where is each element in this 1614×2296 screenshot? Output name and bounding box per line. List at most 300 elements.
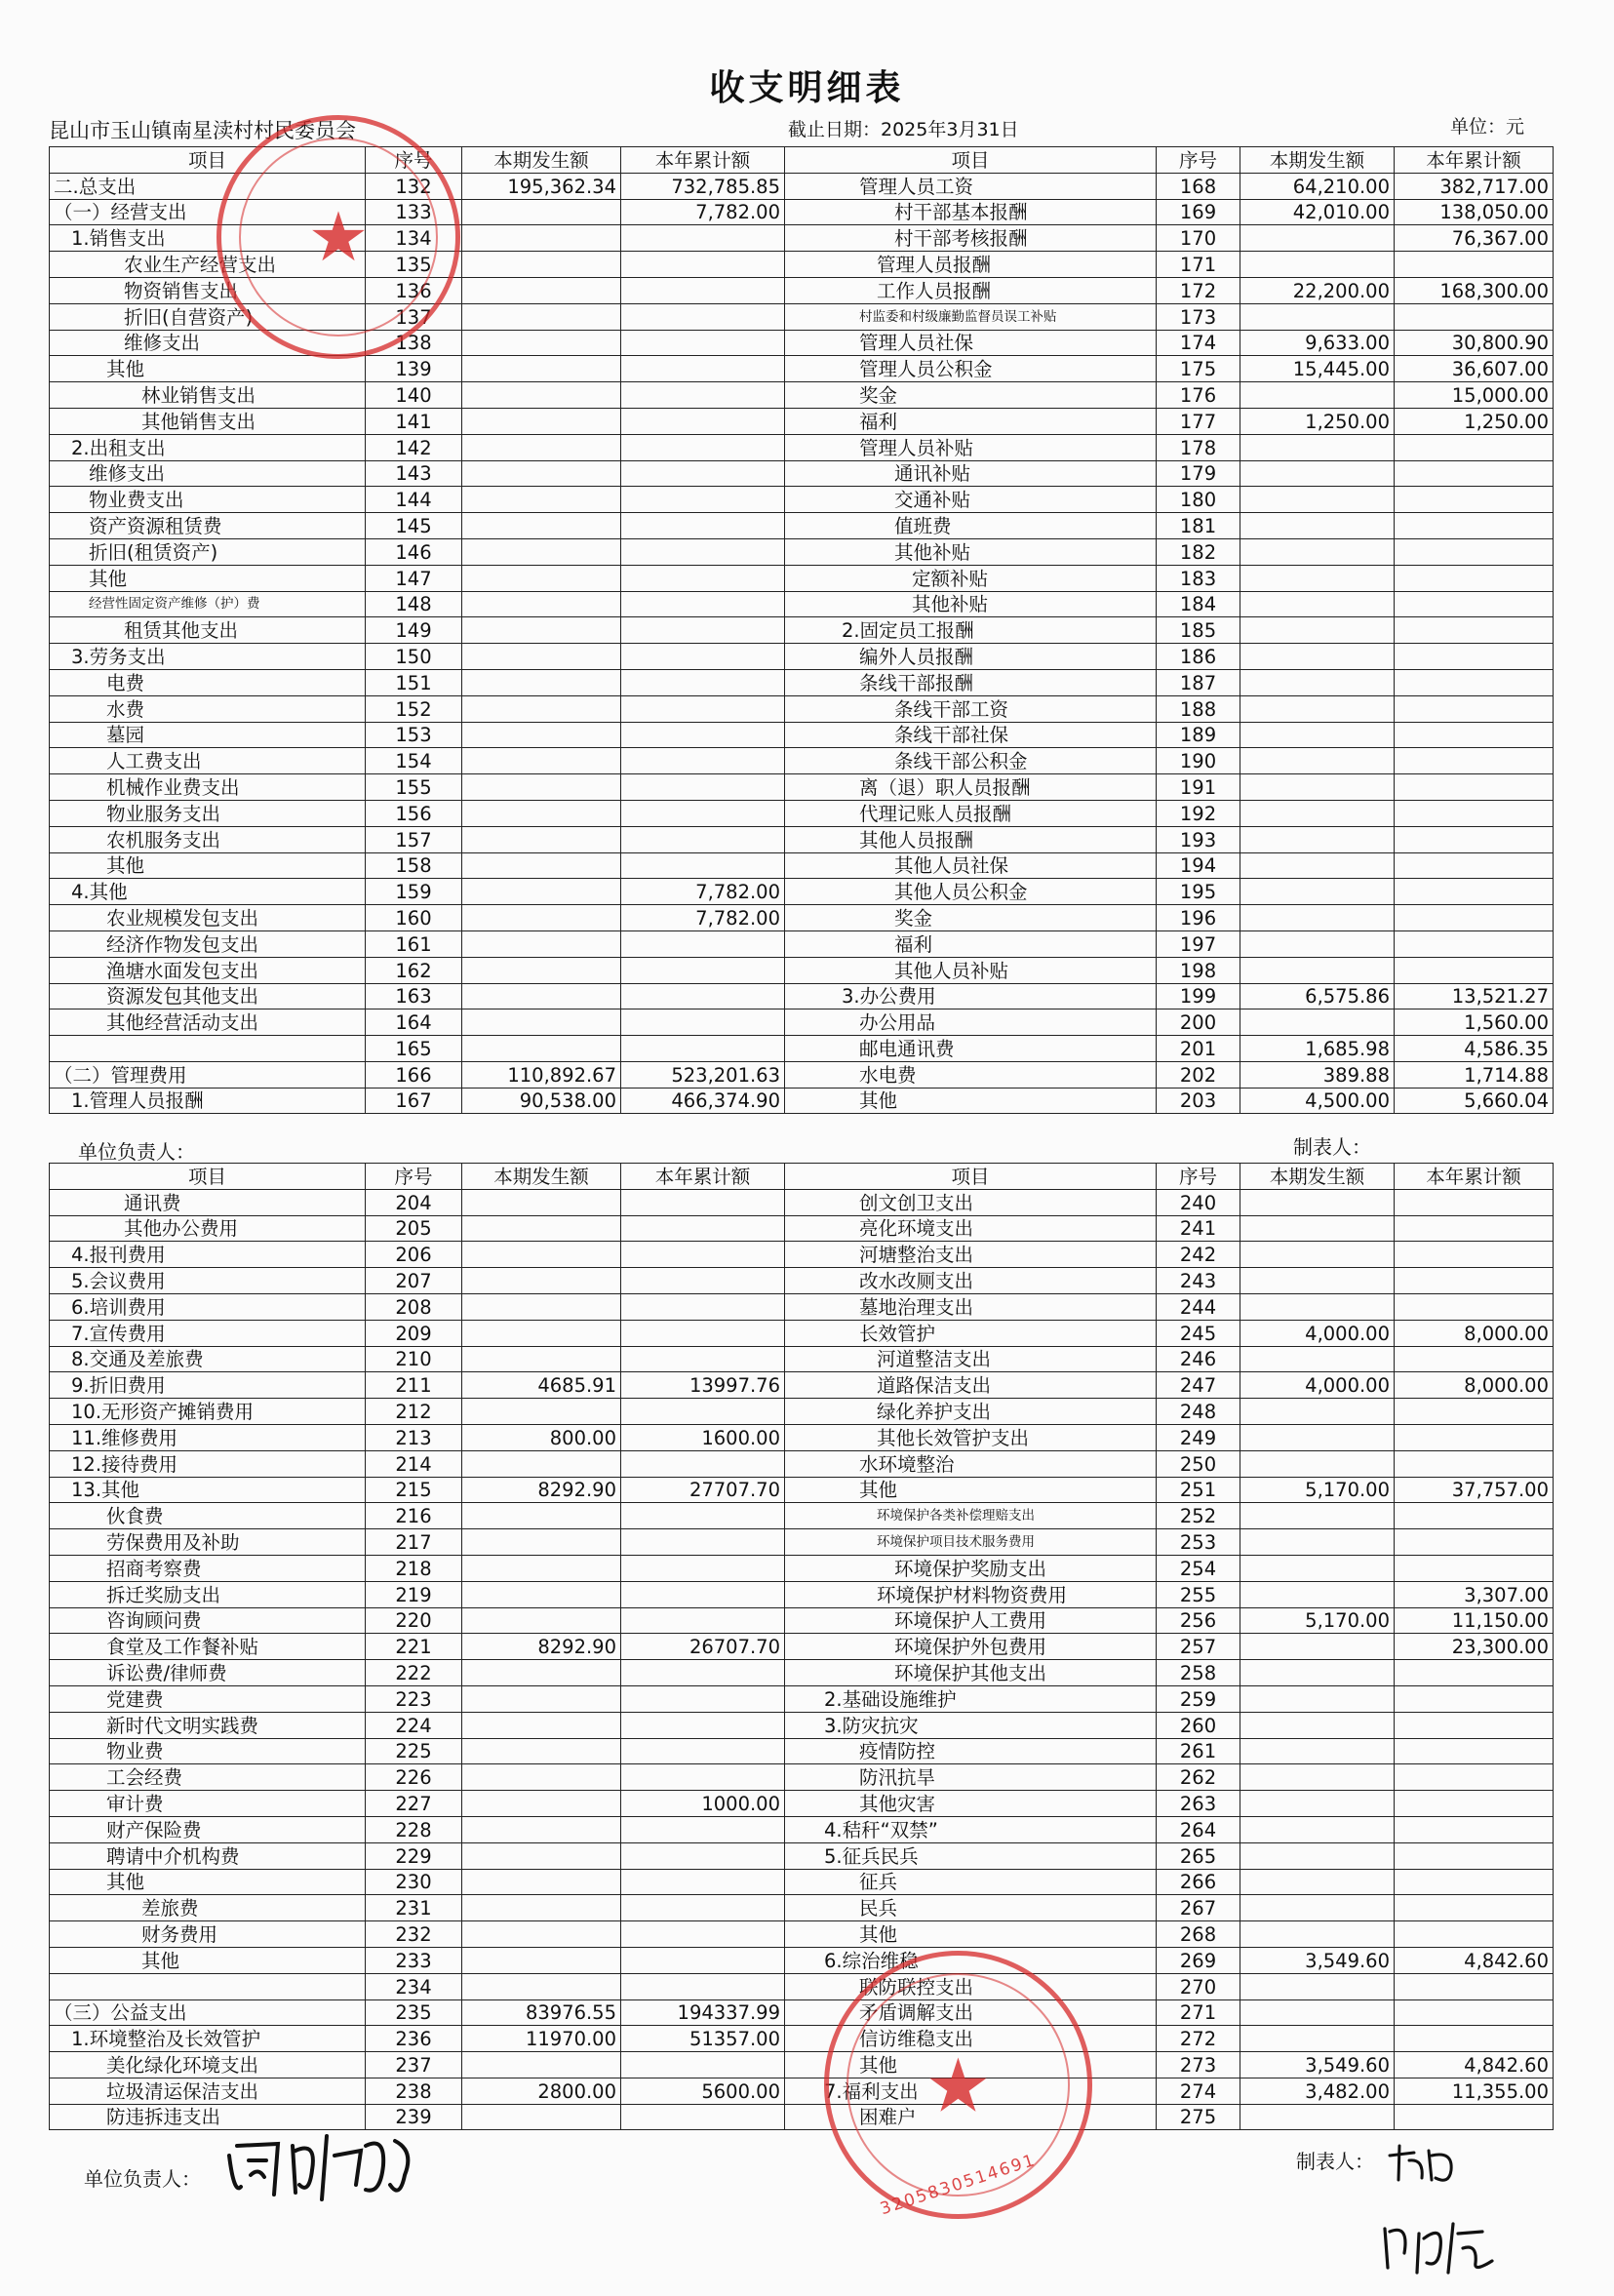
period-amount-cell: 8292.90 [462, 1477, 621, 1503]
serial-number-cell: 200 [1157, 1009, 1240, 1036]
serial-number-cell: 255 [1157, 1581, 1240, 1607]
item-name-cell: 环境保护项目技术服务费用 [785, 1529, 1157, 1556]
period-amount-cell [462, 1503, 621, 1529]
period-amount-cell [1240, 1399, 1395, 1425]
serial-number-cell: 261 [1157, 1738, 1240, 1764]
serial-number-cell: 198 [1157, 957, 1240, 983]
item-name-cell: 其他 [50, 1947, 366, 1973]
year-total-cell [1395, 1293, 1554, 1320]
year-total-cell [621, 1581, 785, 1607]
item-name-cell: 其他销售支出 [50, 408, 366, 434]
period-amount-cell [1240, 2104, 1395, 2130]
year-total-cell [621, 538, 785, 565]
period-amount-cell: 195,362.34 [462, 173, 621, 199]
item-name-cell: 河道整洁支出 [785, 1346, 1157, 1372]
period-amount-cell [462, 303, 621, 330]
serial-number-cell: 152 [366, 695, 462, 722]
serial-number-cell: 273 [1157, 2052, 1240, 2078]
year-total-cell [621, 695, 785, 722]
year-total-cell [1395, 644, 1554, 670]
table-row [50, 1869, 1554, 1895]
table-row [50, 1268, 1554, 1294]
item-name-cell: 道路保洁支出 [785, 1372, 1157, 1399]
period-amount-cell [1240, 774, 1395, 801]
year-total-cell [1395, 565, 1554, 591]
item-name-cell: 党建费 [50, 1685, 366, 1712]
table-row [50, 852, 1554, 879]
year-total-cell [1395, 460, 1554, 487]
item-name-cell: 工会经费 [50, 1764, 366, 1791]
serial-number-cell: 162 [366, 957, 462, 983]
period-amount-cell [462, 617, 621, 644]
item-name-cell: 联防联控支出 [785, 1973, 1157, 1999]
period-amount-cell [1240, 538, 1395, 565]
table-row [50, 1685, 1554, 1712]
year-total-cell: 26707.70 [621, 1634, 785, 1660]
year-total-cell [621, 774, 785, 801]
item-name-cell: 离（退）职人员报酬 [785, 774, 1157, 801]
period-amount-cell [1240, 591, 1395, 617]
year-total-cell [1395, 1268, 1554, 1294]
item-name-cell: 其他人员报酬 [785, 826, 1157, 852]
serial-number-cell: 160 [366, 905, 462, 931]
column-header: 序号 [1157, 147, 1240, 174]
year-total-cell [621, 565, 785, 591]
item-name-cell: 矛盾调解支出 [785, 1999, 1157, 2026]
item-name-cell: 财产保险费 [50, 1816, 366, 1842]
table-row [50, 879, 1554, 905]
table-row [50, 1738, 1554, 1764]
period-amount-cell [462, 1712, 621, 1738]
item-name-cell: 资产资源租赁费 [50, 513, 366, 539]
table-row [50, 957, 1554, 983]
year-total-cell [1395, 957, 1554, 983]
period-amount-cell [462, 1738, 621, 1764]
item-name-cell: 4.秸秆“双禁” [785, 1816, 1157, 1842]
serial-number-cell: 170 [1157, 225, 1240, 252]
year-total-cell [621, 644, 785, 670]
year-total-cell [621, 826, 785, 852]
serial-number-cell: 243 [1157, 1268, 1240, 1294]
year-total-cell: 1,250.00 [1395, 408, 1554, 434]
period-amount-cell: 1,685.98 [1240, 1036, 1395, 1062]
period-amount-cell [462, 879, 621, 905]
period-amount-cell [462, 722, 621, 748]
period-amount-cell: 9,633.00 [1240, 330, 1395, 356]
year-total-cell: 30,800.90 [1395, 330, 1554, 356]
serial-number-cell: 219 [366, 1581, 462, 1607]
period-amount-cell [1240, 1581, 1395, 1607]
table-row [50, 487, 1554, 513]
period-amount-cell [1240, 669, 1395, 695]
period-amount-cell: 8292.90 [462, 1634, 621, 1660]
table-row [50, 1764, 1554, 1791]
serial-number-cell: 201 [1157, 1036, 1240, 1062]
serial-number-cell: 264 [1157, 1816, 1240, 1842]
serial-number-cell: 262 [1157, 1764, 1240, 1791]
serial-number-cell: 196 [1157, 905, 1240, 931]
period-amount-cell [462, 487, 621, 513]
year-total-cell: 168,300.00 [1395, 277, 1554, 303]
serial-number-cell: 154 [366, 748, 462, 774]
item-name-cell: 管理人员报酬 [785, 252, 1157, 278]
period-amount-cell [1240, 1555, 1395, 1581]
item-name-cell: 3.劳务支出 [50, 644, 366, 670]
year-total-cell [621, 1036, 785, 1062]
serial-number-cell: 176 [1157, 382, 1240, 409]
period-amount-cell [1240, 1842, 1395, 1869]
item-name-cell: 美化绿化环境支出 [50, 2052, 366, 2078]
period-amount-cell [462, 1973, 621, 1999]
table-row [50, 1660, 1554, 1686]
year-total-cell [621, 460, 785, 487]
year-total-cell [621, 930, 785, 957]
year-total-cell [1395, 1973, 1554, 1999]
table-row [50, 408, 1554, 434]
period-amount-cell [462, 1816, 621, 1842]
year-total-cell [621, 356, 785, 382]
table-row [50, 2078, 1554, 2104]
item-name-cell: 13.其他 [50, 1477, 366, 1503]
year-total-cell [621, 722, 785, 748]
item-name-cell: （三）公益支出 [50, 1999, 366, 2026]
item-name-cell: 工作人员报酬 [785, 277, 1157, 303]
item-name-cell: 其他补贴 [785, 538, 1157, 565]
item-name-cell: 其他人员公积金 [785, 879, 1157, 905]
period-amount-cell: 4,500.00 [1240, 1088, 1395, 1114]
table-row [50, 460, 1554, 487]
year-total-cell [621, 852, 785, 879]
serial-number-cell: 222 [366, 1660, 462, 1686]
serial-number-cell: 203 [1157, 1088, 1240, 1114]
table-row [50, 1816, 1554, 1842]
year-total-cell: 4,586.35 [1395, 1036, 1554, 1062]
serial-number-cell: 259 [1157, 1685, 1240, 1712]
period-amount-cell [462, 1242, 621, 1268]
item-name-cell: 劳保费用及补助 [50, 1529, 366, 1556]
item-name-cell: 环境保护材料物资费用 [785, 1581, 1157, 1607]
table-row [50, 1450, 1554, 1477]
table-row [50, 303, 1554, 330]
period-amount-cell [1240, 800, 1395, 826]
serial-number-cell: 171 [1157, 252, 1240, 278]
item-name-cell: 亮化环境支出 [785, 1215, 1157, 1242]
serial-number-cell: 236 [366, 2026, 462, 2052]
item-name-cell: 其他灾害 [785, 1791, 1157, 1817]
period-amount-cell [462, 199, 621, 225]
table-row [50, 356, 1554, 382]
serial-number-cell: 190 [1157, 748, 1240, 774]
organization-name: 昆山市玉山镇南星渎村村民委员会 [49, 119, 356, 142]
item-name-cell: 墓园 [50, 722, 366, 748]
table-row [50, 1607, 1554, 1634]
serial-number-cell: 274 [1157, 2078, 1240, 2104]
item-name-cell: 其他 [50, 356, 366, 382]
item-name-cell: 2.出租支出 [50, 434, 366, 460]
year-total-cell: 732,785.85 [621, 173, 785, 199]
serial-number-cell: 187 [1157, 669, 1240, 695]
table-row [50, 538, 1554, 565]
year-total-cell [621, 1555, 785, 1581]
table-row [50, 1947, 1554, 1973]
item-name-cell [50, 1973, 366, 1999]
period-amount-cell [1240, 252, 1395, 278]
year-total-cell [1395, 1529, 1554, 1556]
item-name-cell: 2.基础设施维护 [785, 1685, 1157, 1712]
serial-number-cell: 135 [366, 252, 462, 278]
serial-number-cell: 257 [1157, 1634, 1240, 1660]
item-name-cell: 5.会议费用 [50, 1268, 366, 1294]
serial-number-cell: 149 [366, 617, 462, 644]
serial-number-cell: 182 [1157, 538, 1240, 565]
item-name-cell: 其他人员补贴 [785, 957, 1157, 983]
column-header: 本年累计额 [1395, 1164, 1554, 1190]
period-amount-cell [462, 1581, 621, 1607]
serial-number-cell: 256 [1157, 1607, 1240, 1634]
period-amount-cell: 110,892.67 [462, 1061, 621, 1088]
period-amount-cell [1240, 1738, 1395, 1764]
item-name-cell: 新时代文明实践费 [50, 1712, 366, 1738]
table-row [50, 1009, 1554, 1036]
period-amount-cell: 6,575.86 [1240, 983, 1395, 1009]
serial-number-cell: 221 [366, 1634, 462, 1660]
period-amount-cell [1240, 930, 1395, 957]
item-name-cell: 其他长效管护支出 [785, 1424, 1157, 1450]
serial-number-cell: 205 [366, 1215, 462, 1242]
item-name-cell: 福利 [785, 408, 1157, 434]
item-name-cell: 农机服务支出 [50, 826, 366, 852]
serial-number-cell: 161 [366, 930, 462, 957]
period-amount-cell [462, 1399, 621, 1425]
year-total-cell [1395, 2026, 1554, 2052]
serial-number-cell: 172 [1157, 277, 1240, 303]
serial-number-cell: 150 [366, 644, 462, 670]
period-amount-cell [1240, 434, 1395, 460]
period-amount-cell [462, 1009, 621, 1036]
serial-number-cell: 206 [366, 1242, 462, 1268]
serial-number-cell: 272 [1157, 2026, 1240, 2052]
period-amount-cell [462, 1215, 621, 1242]
serial-number-cell: 189 [1157, 722, 1240, 748]
year-total-cell [621, 1947, 785, 1973]
table-row [50, 983, 1554, 1009]
item-name-cell: 差旅费 [50, 1895, 366, 1921]
item-name-cell: 墓地治理支出 [785, 1293, 1157, 1320]
year-total-cell [1395, 774, 1554, 801]
year-total-cell [1395, 1503, 1554, 1529]
year-total-cell [621, 1215, 785, 1242]
year-total-cell: 466,374.90 [621, 1088, 785, 1114]
currency-unit: 单位：元 [1450, 116, 1525, 138]
year-total-cell [621, 1764, 785, 1791]
serial-number-cell: 246 [1157, 1346, 1240, 1372]
year-total-cell: 1,560.00 [1395, 1009, 1554, 1036]
item-name-cell: 管理人员工资 [785, 173, 1157, 199]
item-name-cell: 6.综治维稳 [785, 1947, 1157, 1973]
item-name-cell: 折旧(自营资产) [50, 303, 366, 330]
year-total-cell [621, 617, 785, 644]
preparer-signature [1385, 2141, 1463, 2190]
period-amount-cell [1240, 1634, 1395, 1660]
serial-number-cell: 235 [366, 1999, 462, 2026]
serial-number-cell: 136 [366, 277, 462, 303]
item-name-cell: 电费 [50, 669, 366, 695]
item-name-cell: 水费 [50, 695, 366, 722]
period-amount-cell [462, 2104, 621, 2130]
serial-number-cell: 258 [1157, 1660, 1240, 1686]
serial-number-cell: 260 [1157, 1712, 1240, 1738]
serial-number-cell: 220 [366, 1607, 462, 1634]
item-name-cell: 奖金 [785, 905, 1157, 931]
item-name-cell: 河塘整治支出 [785, 1242, 1157, 1268]
column-header: 本期发生额 [1240, 147, 1395, 174]
year-total-cell [621, 382, 785, 409]
year-total-cell: 5,660.04 [1395, 1088, 1554, 1114]
serial-number-cell: 186 [1157, 644, 1240, 670]
item-name-cell: 林业销售支出 [50, 382, 366, 409]
period-amount-cell [1240, 1685, 1395, 1712]
period-amount-cell [1240, 1242, 1395, 1268]
item-name-cell: 2.固定员工报酬 [785, 617, 1157, 644]
serial-number-cell: 155 [366, 774, 462, 801]
item-name-cell: 5.征兵民兵 [785, 1842, 1157, 1869]
year-total-cell [1395, 1424, 1554, 1450]
seal-number: 3205830514691 [878, 2150, 1039, 2220]
seal-star-icon: ★ [307, 197, 370, 277]
year-total-cell [621, 330, 785, 356]
item-name-cell: 其他 [785, 1921, 1157, 1948]
period-amount-cell [1240, 879, 1395, 905]
year-total-cell [1395, 1660, 1554, 1686]
serial-number-cell: 228 [366, 1816, 462, 1842]
year-total-cell [1395, 487, 1554, 513]
serial-number-cell: 230 [366, 1869, 462, 1895]
period-amount-cell [1240, 1973, 1395, 1999]
item-name-cell: 其他 [50, 1869, 366, 1895]
year-total-cell [621, 1607, 785, 1634]
item-name-cell: 伙食费 [50, 1503, 366, 1529]
period-amount-cell [462, 408, 621, 434]
serial-number-cell: 140 [366, 382, 462, 409]
period-amount-cell [462, 1895, 621, 1921]
item-name-cell: 6.培训费用 [50, 1293, 366, 1320]
item-name-cell: 通讯补贴 [785, 460, 1157, 487]
serial-number-cell: 208 [366, 1293, 462, 1320]
year-total-cell [1395, 930, 1554, 957]
period-amount-cell [1240, 644, 1395, 670]
period-amount-cell: 64,210.00 [1240, 173, 1395, 199]
year-total-cell [1395, 1346, 1554, 1372]
column-header: 项目 [50, 1164, 366, 1190]
period-amount-cell [462, 1346, 621, 1372]
year-total-cell [1395, 1842, 1554, 1869]
period-amount-cell: 15,445.00 [1240, 356, 1395, 382]
item-name-cell: 物业费支出 [50, 487, 366, 513]
serial-number-cell: 146 [366, 538, 462, 565]
year-total-cell [1395, 591, 1554, 617]
item-name-cell: 7.宣传费用 [50, 1320, 366, 1346]
year-total-cell: 382,717.00 [1395, 173, 1554, 199]
item-name-cell: （二）管理费用 [50, 1061, 366, 1088]
period-amount-cell [1240, 513, 1395, 539]
period-amount-cell [1240, 1189, 1395, 1215]
year-total-cell [1395, 1215, 1554, 1242]
period-amount-cell: 5,170.00 [1240, 1607, 1395, 1634]
serial-number-cell: 141 [366, 408, 462, 434]
period-amount-cell: 42,010.00 [1240, 199, 1395, 225]
item-name-cell: （一）经营支出 [50, 199, 366, 225]
year-total-cell [621, 1529, 785, 1556]
period-amount-cell [1240, 1869, 1395, 1895]
table-row [50, 800, 1554, 826]
serial-number-cell: 145 [366, 513, 462, 539]
serial-number-cell: 137 [366, 303, 462, 330]
serial-number-cell: 133 [366, 199, 462, 225]
year-total-cell: 1,714.88 [1395, 1061, 1554, 1088]
table-row [50, 1399, 1554, 1425]
item-name-cell: 7.福利支出 [785, 2078, 1157, 2104]
year-total-cell: 194337.99 [621, 1999, 785, 2026]
year-total-cell [621, 1921, 785, 1948]
item-name-cell: 编外人员报酬 [785, 644, 1157, 670]
item-name-cell: 1.管理人员报酬 [50, 1088, 366, 1114]
serial-number-cell: 180 [1157, 487, 1240, 513]
serial-number-cell: 192 [1157, 800, 1240, 826]
item-name-cell: 管理人员补贴 [785, 434, 1157, 460]
serial-number-cell: 204 [366, 1189, 462, 1215]
period-amount-cell [462, 1607, 621, 1634]
year-total-cell [621, 2052, 785, 2078]
item-name-cell: 管理人员社保 [785, 330, 1157, 356]
year-total-cell [621, 1842, 785, 1869]
year-total-cell [1395, 695, 1554, 722]
column-header: 项目 [50, 147, 366, 174]
item-name-cell: 物业费 [50, 1738, 366, 1764]
serial-number-cell: 179 [1157, 460, 1240, 487]
year-total-cell: 37,757.00 [1395, 1477, 1554, 1503]
item-name-cell: 其他 [785, 1088, 1157, 1114]
serial-number-cell: 211 [366, 1372, 462, 1399]
table-row [50, 1088, 1554, 1114]
table-row [50, 1189, 1554, 1215]
period-amount-cell: 90,538.00 [462, 1088, 621, 1114]
item-name-cell: 3.办公费用 [785, 983, 1157, 1009]
column-header: 本年累计额 [1395, 147, 1554, 174]
year-total-cell [1395, 879, 1554, 905]
year-total-cell [621, 434, 785, 460]
item-name-cell: 垃圾清运保洁支出 [50, 2078, 366, 2104]
year-total-cell [1395, 1712, 1554, 1738]
period-amount-cell: 3,549.60 [1240, 1947, 1395, 1973]
responsible-label-2: 单位负责人： [84, 2167, 201, 2191]
year-total-cell [621, 800, 785, 826]
year-total-cell [1395, 1895, 1554, 1921]
item-name-cell: 咨询顾问费 [50, 1607, 366, 1634]
year-total-cell: 7,782.00 [621, 905, 785, 931]
period-amount-cell [462, 983, 621, 1009]
serial-number-cell: 265 [1157, 1842, 1240, 1869]
period-amount-cell [1240, 826, 1395, 852]
year-total-cell: 13997.76 [621, 1372, 785, 1399]
table-row [50, 1973, 1554, 1999]
period-amount-cell [1240, 1215, 1395, 1242]
year-total-cell [621, 487, 785, 513]
item-name-cell: 人工费支出 [50, 748, 366, 774]
item-name-cell: 4.其他 [50, 879, 366, 905]
period-amount-cell [1240, 1424, 1395, 1450]
item-name-cell: 交通补贴 [785, 487, 1157, 513]
table-row [50, 1036, 1554, 1062]
